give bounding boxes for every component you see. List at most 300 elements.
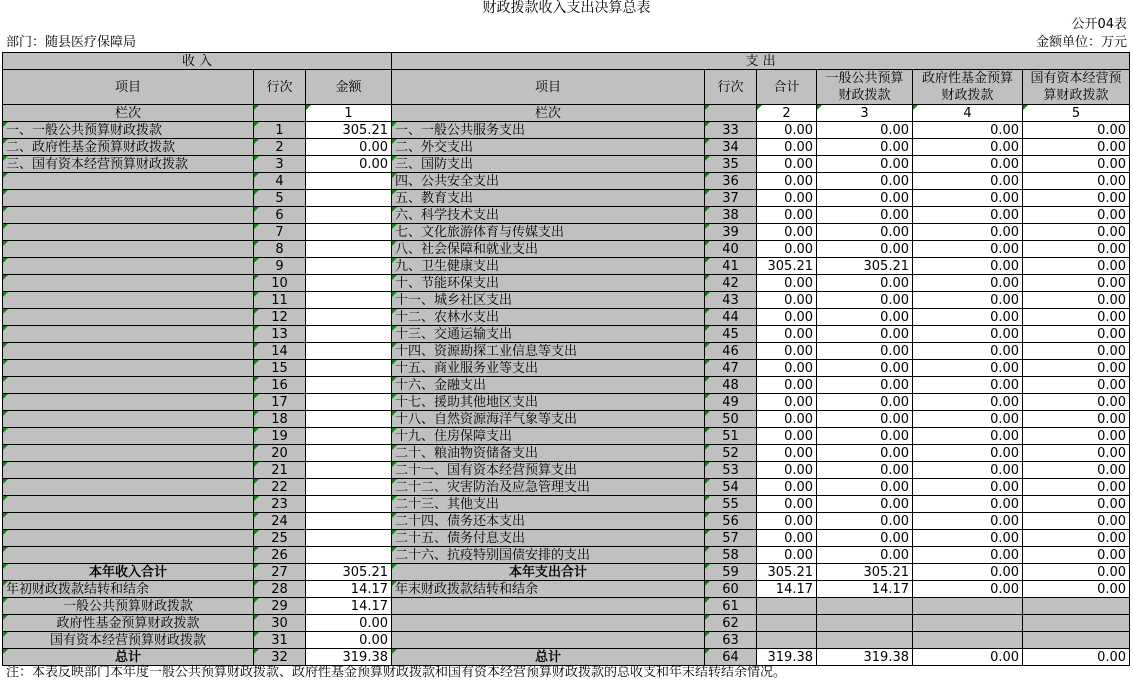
income-line: 23 xyxy=(254,496,306,513)
expense-line: 47 xyxy=(705,360,757,377)
expense-general: 0.00 xyxy=(817,394,913,411)
general-budget-header: 一般公共预算财政拨款 xyxy=(817,70,913,105)
income-item xyxy=(3,190,254,207)
begin-general-line: 29 xyxy=(254,598,306,615)
expense-total: 305.21 xyxy=(757,258,817,275)
expense-total: 0.00 xyxy=(757,326,817,343)
expense-state: 0.00 xyxy=(1023,122,1130,139)
income-amount xyxy=(306,224,392,241)
income-line: 8 xyxy=(254,241,306,258)
expense-line: 35 xyxy=(705,156,757,173)
income-amount xyxy=(306,462,392,479)
expense-state: 0.00 xyxy=(1023,496,1130,513)
expense-item: 二十二、灾害防治及应急管理支出 xyxy=(392,479,705,496)
expense-line: 40 xyxy=(705,241,757,258)
expense-item: 十七、援助其他地区支出 xyxy=(392,394,705,411)
expense-total: 0.00 xyxy=(757,462,817,479)
expense-fund: 0.00 xyxy=(913,428,1023,445)
expense-fund: 0.00 xyxy=(913,445,1023,462)
carryover-end-label: 年末财政拨款结转和结余 xyxy=(392,581,705,598)
expense-item: 六、科学技术支出 xyxy=(392,207,705,224)
income-line: 2 xyxy=(254,139,306,156)
blank-cell xyxy=(705,105,757,122)
expense-line: 53 xyxy=(705,462,757,479)
expense-item: 十八、自然资源海洋气象等支出 xyxy=(392,411,705,428)
begin-state-label: 国有资本经营预算财政拨款 xyxy=(3,632,254,649)
begin-state-amount: 0.00 xyxy=(306,632,392,649)
income-amount-header: 金额 xyxy=(306,70,392,105)
income-line: 9 xyxy=(254,258,306,275)
income-amount: 0.00 xyxy=(306,139,392,156)
income-amount: 0.00 xyxy=(306,156,392,173)
col-label: 栏次 xyxy=(392,105,705,122)
expense-fund: 0.00 xyxy=(913,547,1023,564)
income-line: 1 xyxy=(254,122,306,139)
col-index-1: 1 xyxy=(306,105,392,122)
expense-fund: 0.00 xyxy=(913,309,1023,326)
expense-total-header: 合计 xyxy=(757,70,817,105)
expense-line: 55 xyxy=(705,496,757,513)
table-row xyxy=(3,360,1130,377)
income-line: 16 xyxy=(254,377,306,394)
grand-income-amount: 319.38 xyxy=(306,649,392,666)
income-item xyxy=(3,207,254,224)
expense-item: 二、外交支出 xyxy=(392,139,705,156)
expense-state: 0.00 xyxy=(1023,513,1130,530)
expense-total: 0.00 xyxy=(757,343,817,360)
budget-table xyxy=(2,52,1130,666)
grand-expense-total: 319.38 xyxy=(757,649,817,666)
income-line: 15 xyxy=(254,360,306,377)
expense-line: 42 xyxy=(705,275,757,292)
expense-state: 0.00 xyxy=(1023,156,1130,173)
expense-total-sum: 305.21 xyxy=(757,564,817,581)
income-line: 22 xyxy=(254,479,306,496)
expense-state: 0.00 xyxy=(1023,530,1130,547)
expense-general: 0.00 xyxy=(817,496,913,513)
end-line: 63 xyxy=(705,632,757,649)
grand-income-line: 32 xyxy=(254,649,306,666)
income-total-label: 本年收入合计 xyxy=(3,564,254,581)
income-item-header: 项目 xyxy=(3,70,254,105)
expense-total: 0.00 xyxy=(757,479,817,496)
expense-total: 0.00 xyxy=(757,394,817,411)
expense-fund: 0.00 xyxy=(913,479,1023,496)
grand-expense-general: 319.38 xyxy=(817,649,913,666)
income-amount xyxy=(306,377,392,394)
carryover-end-line: 60 xyxy=(705,581,757,598)
col-index-5: 5 xyxy=(1023,105,1130,122)
expense-state: 0.00 xyxy=(1023,445,1130,462)
expense-line: 46 xyxy=(705,343,757,360)
begin-general-label: 一般公共预算财政拨款 xyxy=(3,598,254,615)
table-row xyxy=(3,547,1130,564)
expense-item-header: 项目 xyxy=(392,70,705,105)
expense-state: 0.00 xyxy=(1023,360,1130,377)
expense-item: 八、社会保障和就业支出 xyxy=(392,241,705,258)
carryover-end-state: 0.00 xyxy=(1023,581,1130,598)
table-row xyxy=(3,479,1130,496)
col-index-2: 2 xyxy=(757,105,817,122)
summary-row xyxy=(3,615,1130,632)
expense-state: 0.00 xyxy=(1023,292,1130,309)
expense-item: 七、文化旅游体育与传媒支出 xyxy=(392,224,705,241)
expense-fund: 0.00 xyxy=(913,190,1023,207)
expense-general: 0.00 xyxy=(817,292,913,309)
expense-item: 五、教育支出 xyxy=(392,190,705,207)
income-item xyxy=(3,173,254,190)
income-line: 4 xyxy=(254,173,306,190)
expense-item: 十六、金融支出 xyxy=(392,377,705,394)
expense-total: 0.00 xyxy=(757,224,817,241)
income-amount xyxy=(306,258,392,275)
begin-fund-label: 政府性基金预算财政拨款 xyxy=(3,615,254,632)
expense-line: 45 xyxy=(705,326,757,343)
expense-item: 二十三、其他支出 xyxy=(392,496,705,513)
expense-general: 0.00 xyxy=(817,428,913,445)
income-item xyxy=(3,292,254,309)
expense-state: 0.00 xyxy=(1023,139,1130,156)
expense-fund: 0.00 xyxy=(913,156,1023,173)
expense-fund: 0.00 xyxy=(913,207,1023,224)
table-row xyxy=(3,530,1130,547)
expense-line: 39 xyxy=(705,224,757,241)
income-line: 25 xyxy=(254,530,306,547)
expense-general: 0.00 xyxy=(817,326,913,343)
expense-general: 0.00 xyxy=(817,530,913,547)
expense-general: 0.00 xyxy=(817,377,913,394)
end-line: 61 xyxy=(705,598,757,615)
income-line: 12 xyxy=(254,309,306,326)
expense-total: 0.00 xyxy=(757,122,817,139)
income-amount xyxy=(306,411,392,428)
carryover-begin-line: 28 xyxy=(254,581,306,598)
income-item xyxy=(3,462,254,479)
expense-fund: 0.00 xyxy=(913,411,1023,428)
begin-state-line: 31 xyxy=(254,632,306,649)
income-item xyxy=(3,394,254,411)
expense-item: 一、一般公共服务支出 xyxy=(392,122,705,139)
expense-item: 二十、粮油物资储备支出 xyxy=(392,445,705,462)
expense-total: 0.00 xyxy=(757,547,817,564)
income-line: 19 xyxy=(254,428,306,445)
blank-cell xyxy=(757,598,817,615)
expense-line: 57 xyxy=(705,530,757,547)
income-item xyxy=(3,496,254,513)
expense-item: 四、公共安全支出 xyxy=(392,173,705,190)
blank-cell xyxy=(913,632,1023,649)
blank-cell xyxy=(1023,598,1130,615)
expense-state: 0.00 xyxy=(1023,428,1130,445)
expense-state: 0.00 xyxy=(1023,377,1130,394)
income-line: 3 xyxy=(254,156,306,173)
income-total-line: 27 xyxy=(254,564,306,581)
expense-total: 0.00 xyxy=(757,445,817,462)
expense-general: 0.00 xyxy=(817,207,913,224)
income-item xyxy=(3,377,254,394)
expense-item: 十一、城乡社区支出 xyxy=(392,292,705,309)
blank-cell xyxy=(392,615,705,632)
table-row xyxy=(3,394,1130,411)
expense-general: 0.00 xyxy=(817,411,913,428)
income-line: 18 xyxy=(254,411,306,428)
expense-general: 0.00 xyxy=(817,309,913,326)
expense-total: 0.00 xyxy=(757,496,817,513)
expense-line: 54 xyxy=(705,479,757,496)
table-row xyxy=(3,292,1130,309)
expense-total: 0.00 xyxy=(757,309,817,326)
income-item xyxy=(3,343,254,360)
blank-cell xyxy=(817,615,913,632)
expense-item: 十九、住房保障支出 xyxy=(392,428,705,445)
department-label: 部门：随县医疗保障局 xyxy=(6,35,137,50)
expense-state: 0.00 xyxy=(1023,326,1130,343)
grand-expense-fund: 0.00 xyxy=(913,649,1023,666)
expense-general: 0.00 xyxy=(817,360,913,377)
expense-fund: 0.00 xyxy=(913,343,1023,360)
income-item xyxy=(3,513,254,530)
summary-row xyxy=(3,581,1130,598)
income-item xyxy=(3,241,254,258)
blank-cell xyxy=(757,615,817,632)
expense-state: 0.00 xyxy=(1023,479,1130,496)
expense-general: 0.00 xyxy=(817,224,913,241)
blank-cell xyxy=(913,598,1023,615)
expense-fund: 0.00 xyxy=(913,275,1023,292)
expense-general: 0.00 xyxy=(817,479,913,496)
income-amount xyxy=(306,445,392,462)
income-item: 三、国有资本经营预算财政拨款 xyxy=(3,156,254,173)
table-row xyxy=(3,462,1130,479)
expense-line: 41 xyxy=(705,258,757,275)
income-item xyxy=(3,275,254,292)
expense-general: 0.00 xyxy=(817,462,913,479)
blank-cell xyxy=(913,615,1023,632)
table-row xyxy=(3,343,1130,360)
table-row xyxy=(3,122,1130,139)
expense-state: 0.00 xyxy=(1023,411,1130,428)
income-item xyxy=(3,411,254,428)
state-capital-header: 国有资本经营预算财政拨款 xyxy=(1023,70,1130,105)
blank-cell xyxy=(392,598,705,615)
expense-state: 0.00 xyxy=(1023,190,1130,207)
blank-cell xyxy=(1023,632,1130,649)
col-index-4: 4 xyxy=(913,105,1023,122)
expense-state: 0.00 xyxy=(1023,258,1130,275)
table-row xyxy=(3,156,1130,173)
expense-total-line: 59 xyxy=(705,564,757,581)
income-amount xyxy=(306,173,392,190)
expense-line-header: 行次 xyxy=(705,70,757,105)
summary-row xyxy=(3,632,1130,649)
expense-fund: 0.00 xyxy=(913,496,1023,513)
income-line: 21 xyxy=(254,462,306,479)
expense-general: 0.00 xyxy=(817,139,913,156)
expense-total: 0.00 xyxy=(757,360,817,377)
expense-total: 0.00 xyxy=(757,207,817,224)
expense-general: 0.00 xyxy=(817,122,913,139)
gov-fund-header: 政府性基金预算财政拨款 xyxy=(913,70,1023,105)
expense-line: 44 xyxy=(705,309,757,326)
footnote: 注：本表反映部门本年度一般公共预算财政拨款、政府性基金预算财政拨款和国有资本经营预算财政拨款的总收支和年末结转结余情况。 xyxy=(6,665,787,680)
expense-fund: 0.00 xyxy=(913,122,1023,139)
expense-item: 九、卫生健康支出 xyxy=(392,258,705,275)
summary-row xyxy=(3,649,1130,666)
income-amount xyxy=(306,326,392,343)
income-item xyxy=(3,258,254,275)
table-row xyxy=(3,377,1130,394)
expense-total: 0.00 xyxy=(757,156,817,173)
grand-expense-state: 0.00 xyxy=(1023,649,1130,666)
income-item xyxy=(3,224,254,241)
income-item xyxy=(3,547,254,564)
expense-line: 34 xyxy=(705,139,757,156)
expense-state: 0.00 xyxy=(1023,547,1130,564)
blank-cell xyxy=(1023,615,1130,632)
carryover-begin-amount: 14.17 xyxy=(306,581,392,598)
carryover-end-total: 14.17 xyxy=(757,581,817,598)
expense-item: 二十四、债务还本支出 xyxy=(392,513,705,530)
income-amount xyxy=(306,190,392,207)
expense-total: 0.00 xyxy=(757,190,817,207)
summary-row xyxy=(3,598,1130,615)
income-amount xyxy=(306,207,392,224)
income-amount xyxy=(306,309,392,326)
expense-state: 0.00 xyxy=(1023,462,1130,479)
table-row xyxy=(3,139,1130,156)
income-line: 26 xyxy=(254,547,306,564)
income-line: 17 xyxy=(254,394,306,411)
expense-fund: 0.00 xyxy=(913,513,1023,530)
expense-item: 三、国防支出 xyxy=(392,156,705,173)
expense-item: 十五、商业服务业等支出 xyxy=(392,360,705,377)
expense-total: 0.00 xyxy=(757,173,817,190)
table-row xyxy=(3,411,1130,428)
expense-line: 43 xyxy=(705,292,757,309)
blank-cell xyxy=(817,632,913,649)
expense-state: 0.00 xyxy=(1023,343,1130,360)
expense-total: 0.00 xyxy=(757,513,817,530)
expense-state: 0.00 xyxy=(1023,173,1130,190)
expense-general: 0.00 xyxy=(817,156,913,173)
income-line: 11 xyxy=(254,292,306,309)
table-row xyxy=(3,241,1130,258)
blank-cell xyxy=(392,632,705,649)
expense-general: 0.00 xyxy=(817,275,913,292)
expense-line: 58 xyxy=(705,547,757,564)
income-amount xyxy=(306,292,392,309)
table-row xyxy=(3,496,1130,513)
income-item xyxy=(3,360,254,377)
expense-state: 0.00 xyxy=(1023,275,1130,292)
expense-state: 0.00 xyxy=(1023,394,1130,411)
expense-header: 支 出 xyxy=(392,53,1130,70)
income-amount xyxy=(306,513,392,530)
blank-cell xyxy=(817,598,913,615)
table-row xyxy=(3,445,1130,462)
expense-line: 37 xyxy=(705,190,757,207)
expense-fund: 0.00 xyxy=(913,292,1023,309)
expense-line: 56 xyxy=(705,513,757,530)
expense-general: 0.00 xyxy=(817,547,913,564)
income-line: 14 xyxy=(254,343,306,360)
expense-fund: 0.00 xyxy=(913,173,1023,190)
table-row xyxy=(3,207,1130,224)
income-amount xyxy=(306,479,392,496)
expense-state: 0.00 xyxy=(1023,241,1130,258)
income-line: 13 xyxy=(254,326,306,343)
expense-state: 0.00 xyxy=(1023,207,1130,224)
col-index-3: 3 xyxy=(817,105,913,122)
income-item xyxy=(3,445,254,462)
end-line: 62 xyxy=(705,615,757,632)
income-amount: 305.21 xyxy=(306,122,392,139)
income-item: 二、政府性基金预算财政拨款 xyxy=(3,139,254,156)
income-item xyxy=(3,309,254,326)
report-title: 财政拨款收入支出决算总表 xyxy=(482,0,651,16)
expense-general: 0.00 xyxy=(817,173,913,190)
expense-fund: 0.00 xyxy=(913,530,1023,547)
expense-fund: 0.00 xyxy=(913,224,1023,241)
income-item xyxy=(3,428,254,445)
table-row xyxy=(3,173,1130,190)
expense-total: 0.00 xyxy=(757,530,817,547)
expense-total-fund: 0.00 xyxy=(913,564,1023,581)
income-line: 24 xyxy=(254,513,306,530)
table-row xyxy=(3,190,1130,207)
carryover-end-general: 14.17 xyxy=(817,581,913,598)
income-item xyxy=(3,530,254,547)
income-item xyxy=(3,326,254,343)
income-line: 5 xyxy=(254,190,306,207)
expense-item: 十四、资源勘探工业信息等支出 xyxy=(392,343,705,360)
income-item: 一、一般公共预算财政拨款 xyxy=(3,122,254,139)
table-row xyxy=(3,258,1130,275)
income-amount xyxy=(306,547,392,564)
expense-total: 0.00 xyxy=(757,139,817,156)
table-row xyxy=(3,428,1130,445)
expense-line: 49 xyxy=(705,394,757,411)
income-total-amount: 305.21 xyxy=(306,564,392,581)
grand-income-label: 总计 xyxy=(3,649,254,666)
expense-line: 51 xyxy=(705,428,757,445)
income-amount xyxy=(306,394,392,411)
expense-total-label: 本年支出合计 xyxy=(392,564,705,581)
table-row xyxy=(3,309,1130,326)
expense-state: 0.00 xyxy=(1023,309,1130,326)
expense-line: 50 xyxy=(705,411,757,428)
income-line: 6 xyxy=(254,207,306,224)
expense-total: 0.00 xyxy=(757,275,817,292)
income-amount xyxy=(306,360,392,377)
expense-item: 十二、农林水支出 xyxy=(392,309,705,326)
income-amount xyxy=(306,275,392,292)
expense-line: 36 xyxy=(705,173,757,190)
expense-total-state: 0.00 xyxy=(1023,564,1130,581)
income-line: 7 xyxy=(254,224,306,241)
grand-expense-label: 总计 xyxy=(392,649,705,666)
expense-line: 52 xyxy=(705,445,757,462)
expense-item: 十三、交通运输支出 xyxy=(392,326,705,343)
begin-fund-line: 30 xyxy=(254,615,306,632)
expense-line: 33 xyxy=(705,122,757,139)
expense-general: 0.00 xyxy=(817,190,913,207)
table-row xyxy=(3,275,1130,292)
income-header: 收 入 xyxy=(3,53,392,70)
blank-cell xyxy=(757,632,817,649)
unit-label: 金额单位：万元 xyxy=(1035,35,1127,50)
expense-fund: 0.00 xyxy=(913,326,1023,343)
